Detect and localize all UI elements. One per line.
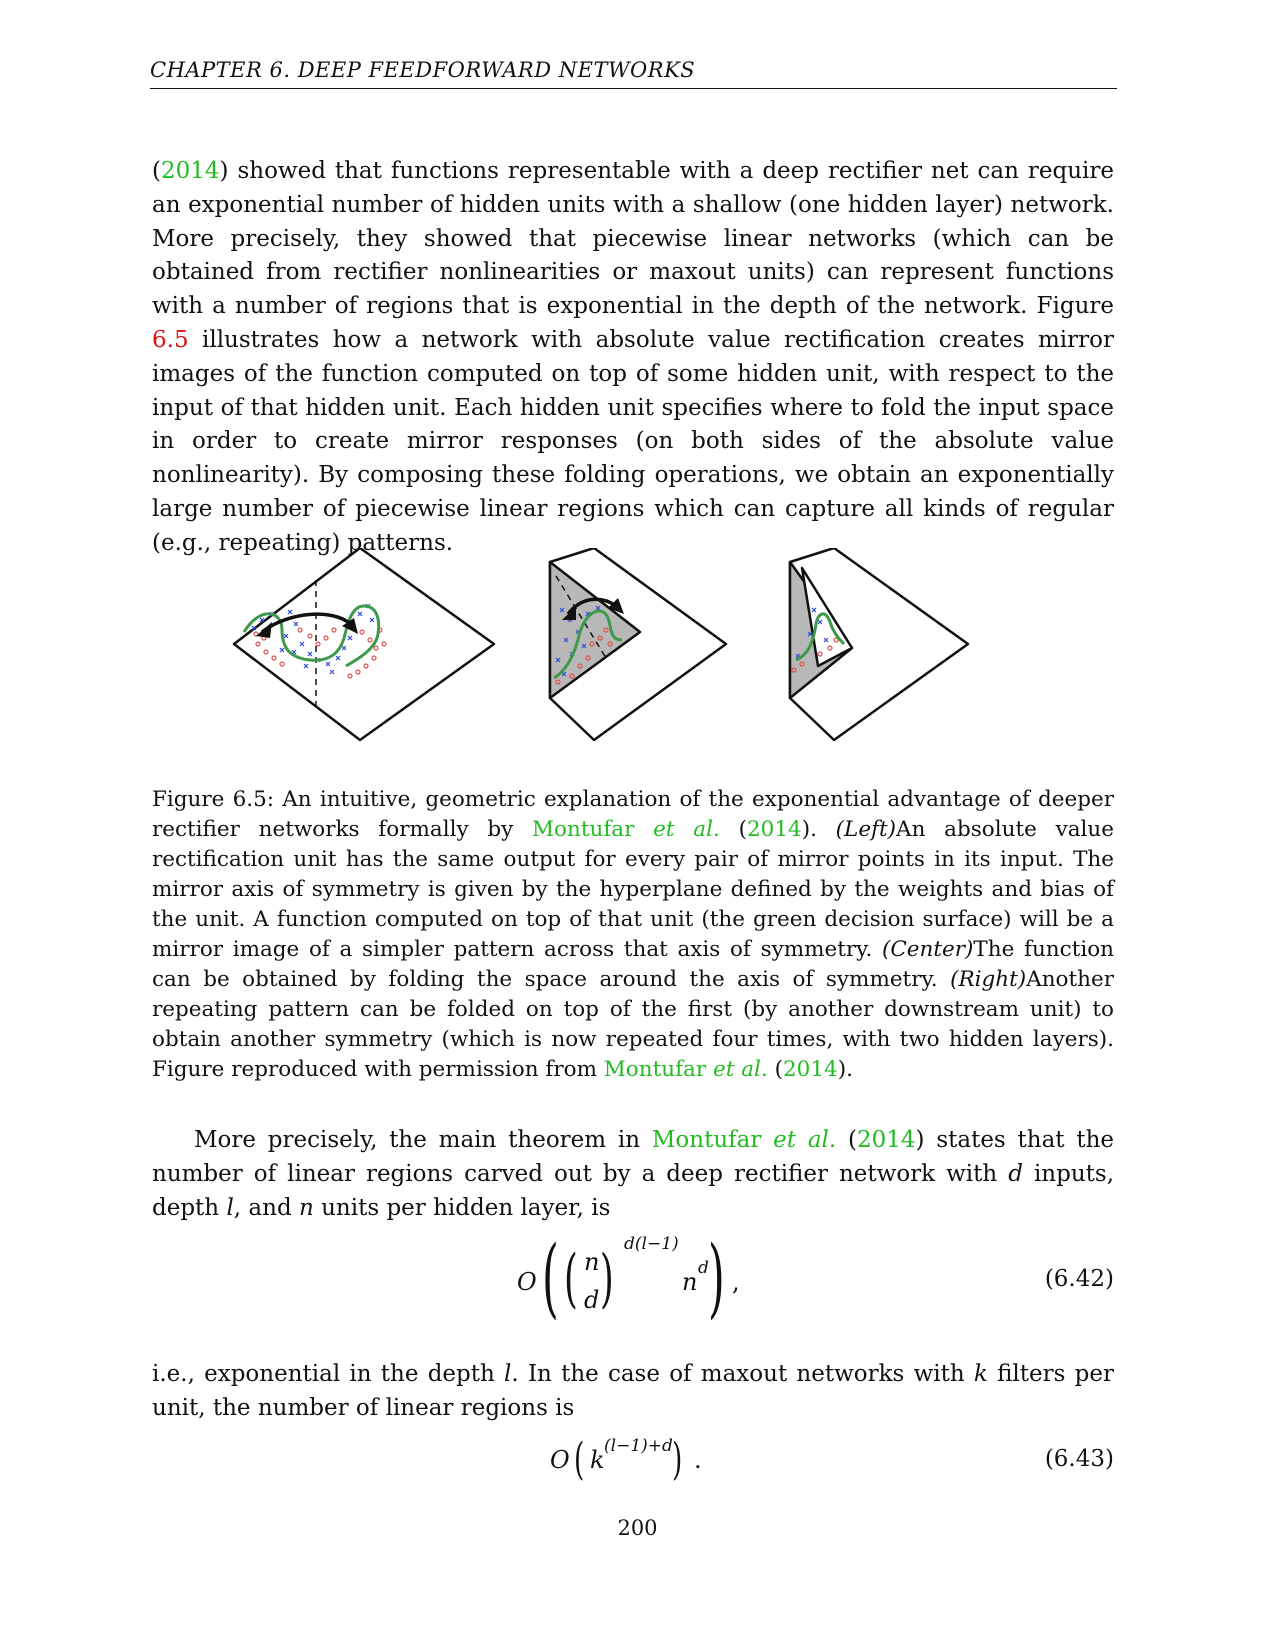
eq2-base: k bbox=[590, 1446, 605, 1474]
var-l-2: l bbox=[504, 1361, 512, 1387]
var-k: k bbox=[973, 1361, 988, 1387]
paragraph-1-text-a: ) showed that functions representable with a deep rectifier net can require an exponential number of hidden units with a shallow (one hidden layer) network. More precisely, they showed that piecewise linear networks (which can be obtained from rectifier nonlinearities or maxout units) can represent functions with a number of regions that is exponential in the depth of the network. Figure bbox=[152, 158, 1114, 320]
eq1-binom-paren-right: ) bbox=[600, 1242, 614, 1316]
caption-label: Figure 6.5: bbox=[152, 787, 275, 812]
paragraph-1-text-b: illustrates how a network with absolute value rectification creates mirror images of the function computed on top of some hidden unit, with respect to the input of that hidden unit. Each hidden unit specifies where to fold the input space in order to create mirror responses (on both sides of the absolute value nonlinearity). By composing these folding operations, we obtain an exponentially large number of piecewise linear regions which can capture all kinds of regular (e.g., repeating) patterns. bbox=[152, 326, 1114, 556]
paragraph-2-cite-author-link[interactable]: Montufar bbox=[651, 1127, 762, 1153]
equation-6-42 bbox=[152, 1228, 1114, 1328]
eq1-base-exponent: d bbox=[698, 1258, 709, 1278]
paragraph-1 bbox=[152, 155, 1114, 561]
var-n: n bbox=[298, 1194, 314, 1221]
paragraph-3 bbox=[152, 1358, 1114, 1426]
eq1-binom-paren-left: ( bbox=[564, 1242, 578, 1316]
eq1-trailing: , bbox=[732, 1268, 740, 1296]
eq1-outer-paren-right: ) bbox=[708, 1228, 725, 1328]
paragraph-3-text-c: filters per unit, the number of linear regions is bbox=[152, 1361, 1114, 1421]
caption-center-label: (Center) bbox=[881, 937, 974, 962]
var-d: d bbox=[1008, 1160, 1023, 1187]
header-rule bbox=[150, 88, 1117, 89]
eq2-big-o: O bbox=[550, 1446, 570, 1474]
caption-center-text: The function can be obtained by folding the space around the axis of symmetry. bbox=[152, 937, 1115, 992]
paragraph-2 bbox=[152, 1124, 1114, 1225]
left-diamond bbox=[234, 548, 494, 740]
caption-right-text: Another repeating pattern can be folded on top of the first (by another downstream unit) to obtain another symmetry (which is now repeated four times, with two hidden layers). Figure reproduced with permission from bbox=[152, 967, 1114, 1082]
eq2-trailing: . bbox=[694, 1446, 702, 1474]
eq2-paren-left: ( bbox=[574, 1434, 585, 1485]
figure-panel-right bbox=[790, 548, 968, 740]
caption-left-text: An absolute value rectification unit has the same output for every pair of mirror points in its input. The mirror axis of symmetry is given by the hyperplane defined by the weights and bias of the unit. A function computed on top of that unit (the green decision surface) will be a mirror image of a simpler pattern across that axis of symmetry. bbox=[152, 817, 1114, 962]
paragraph-2-cite-year-link[interactable]: 2014 bbox=[857, 1127, 916, 1153]
figure-panel-center bbox=[550, 548, 726, 740]
caption-paren-open: ( bbox=[719, 817, 747, 842]
eq2-number: (6.43) bbox=[1044, 1446, 1114, 1472]
eq2-paren-right: ) bbox=[672, 1434, 683, 1485]
paragraph-2-text-b: ) states that the number of linear regions carved out by a deep rectifier network with bbox=[152, 1127, 1115, 1187]
eq1-base: n bbox=[682, 1268, 698, 1296]
figure-caption: Figure 6.5: An intuitive, geometric explanation of the exponential advantage of deeper rectifier networks formally by Montufar et al. (2014). (Left)An absolute value rectification unit has the same output for every pair of mirror points in its input. The mirror axis of symmetry is given by the hyperplane defined by the weights and bias of the unit. A function computed on top of that unit (the green decision surface) will be a mirror image of a simpler pattern across that axis of symmetry. (Center)The function can be obtained by folding the space around the axis of symmetry. (Right)Another repeating pattern can be folded on top of the first (by another downstream unit) to obtain another symmetry (which is now repeated four times, with two hidden layers). Figure reproduced with permission from Montufar et al. (2014). bbox=[152, 787, 1115, 1082]
paragraph-2-text-e: units per hidden layer, is bbox=[313, 1194, 611, 1221]
paragraph-3-text-b: . In the case of maxout networks with bbox=[511, 1361, 974, 1387]
caption-cite-year-link[interactable]: 2014 bbox=[746, 817, 802, 842]
equation-6-43 bbox=[152, 1432, 1114, 1492]
var-l: l bbox=[226, 1194, 234, 1221]
eq1-exponent: d(l−1) bbox=[624, 1234, 679, 1254]
paragraph-2-paren-open: ( bbox=[836, 1127, 857, 1153]
running-head: CHAPTER 6. DEEP FEEDFORWARD NETWORKS bbox=[150, 58, 696, 82]
eq1-number: (6.42) bbox=[1044, 1266, 1114, 1292]
caption-end-etal-link[interactable]: et al. bbox=[713, 1057, 768, 1082]
caption-cite-etal-link[interactable]: et al. bbox=[653, 817, 720, 842]
citation-year-link[interactable]: 2014 bbox=[160, 158, 220, 184]
eq1-big-o: O bbox=[517, 1268, 537, 1296]
figure-panel-left bbox=[234, 548, 494, 740]
caption-right-label: (Right) bbox=[950, 967, 1027, 992]
paragraph-2-text-a: More precisely, the main theorem in bbox=[194, 1127, 652, 1153]
page-number: 200 bbox=[617, 1516, 658, 1540]
caption-left-label: (Left) bbox=[835, 817, 897, 842]
paragraph-2-cite-etal-link[interactable]: et al. bbox=[773, 1127, 837, 1153]
caption-end-author-link[interactable]: Montufar bbox=[603, 1057, 707, 1082]
paragraph-2-text-d: , and bbox=[233, 1194, 299, 1221]
caption-end-year-link[interactable]: 2014 bbox=[782, 1057, 838, 1082]
caption-end-close: ). bbox=[837, 1057, 853, 1082]
figure-6-5 bbox=[230, 548, 1030, 770]
caption-cite-author-link[interactable]: Montufar bbox=[532, 817, 635, 842]
caption-text-a: An intuitive, geometric explanation of the exponential advantage of deeper rectifier networks formally by bbox=[152, 787, 1114, 842]
paragraph-2-text-c: inputs, depth bbox=[152, 1160, 1115, 1221]
eq1-binom-top: n bbox=[584, 1248, 600, 1276]
caption-paren-close: ). bbox=[801, 817, 836, 842]
open-paren: ( bbox=[152, 158, 161, 184]
paragraph-3-text-a: i.e., exponential in the depth bbox=[152, 1361, 505, 1387]
eq1-binom-bottom: d bbox=[584, 1286, 600, 1314]
eq1-outer-paren-left: ( bbox=[542, 1228, 559, 1328]
eq2-exponent: (l−1)+d bbox=[604, 1436, 673, 1456]
figure-ref-link[interactable]: 6.5 bbox=[152, 326, 189, 353]
